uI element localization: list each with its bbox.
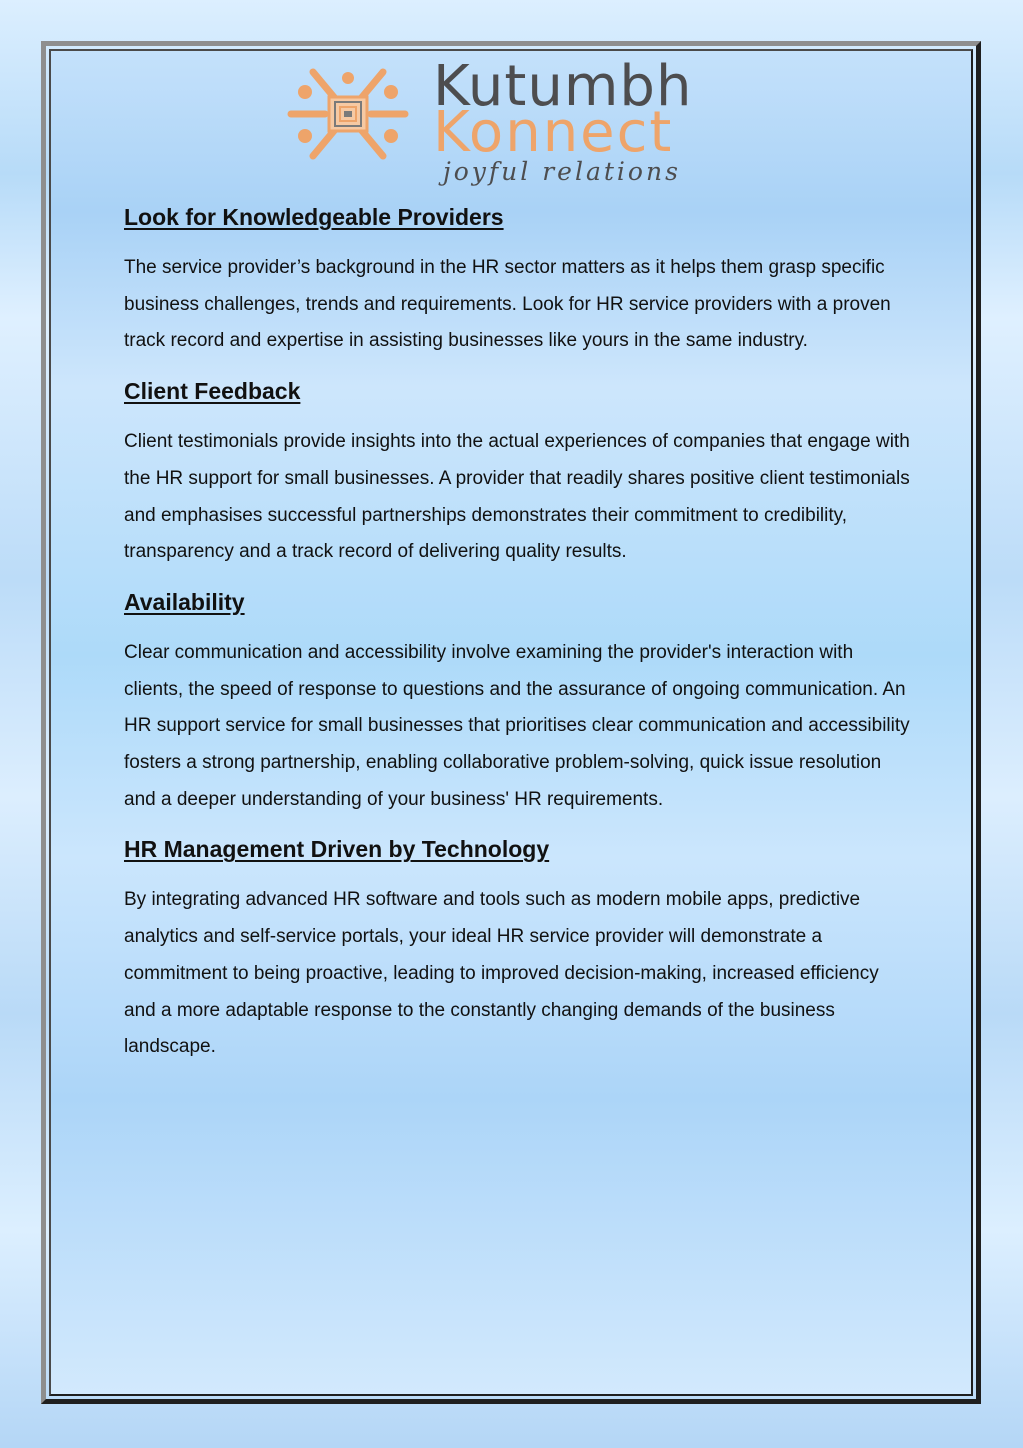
brand-tagline: joyful relations (443, 157, 681, 186)
section-paragraph: The service provider’s background in the HR sector matters as it helps them grasp specific business challenges, trends and requirements. Look for HR service providers with a proven track record and expertise in assisting businesses like yours in the same industry. (124, 257, 891, 352)
company-logo (283, 54, 753, 190)
section-paragraph: By integrating advanced HR software and tools such as modern mobile apps, predictive analytics and self-service portals, your ideal HR service provider will demonstrate a commitment to being proactive, leading to improved decision-making, increased efficiency and a more adaptable response to the constantly changing demands of the business landscape. (124, 889, 879, 1058)
section-client-feedback (124, 372, 914, 571)
article-body (124, 198, 914, 1078)
section-knowledgeable-providers (124, 198, 914, 360)
section-paragraph: Clear communication and accessibility involve examining the provider's interaction with clients, the speed of response to questions and the assurance of ongoing communication. An HR support service for small businesses that prioritises clear communication and accessibility fosters a strong partnership, enabling collaborative problem-solving, quick issue resolution and a deeper understanding of your business' HR requirements. (124, 641, 910, 810)
section-heading: Client Feedback (124, 378, 301, 405)
brand-name-bottom: Konnect (433, 100, 674, 165)
section-paragraph: Client testimonials provide insights into the actual experiences of companies that engage with the HR support for small businesses. A provider that readily shares positive client testimonials and emphasises successful partnerships demonstrates their commitment to credibility, transparency and a track record of delivering quality results. (124, 431, 910, 563)
section-heading: Availability (124, 588, 245, 615)
section-hr-technology (124, 830, 914, 1066)
brand-name-top: Kutumbh (433, 54, 693, 119)
section-heading: HR Management Driven by Technology (124, 836, 550, 863)
section-availability (124, 583, 914, 819)
sun-family-logo-icon (283, 64, 413, 164)
section-heading: Look for Knowledgeable Providers (124, 204, 504, 230)
